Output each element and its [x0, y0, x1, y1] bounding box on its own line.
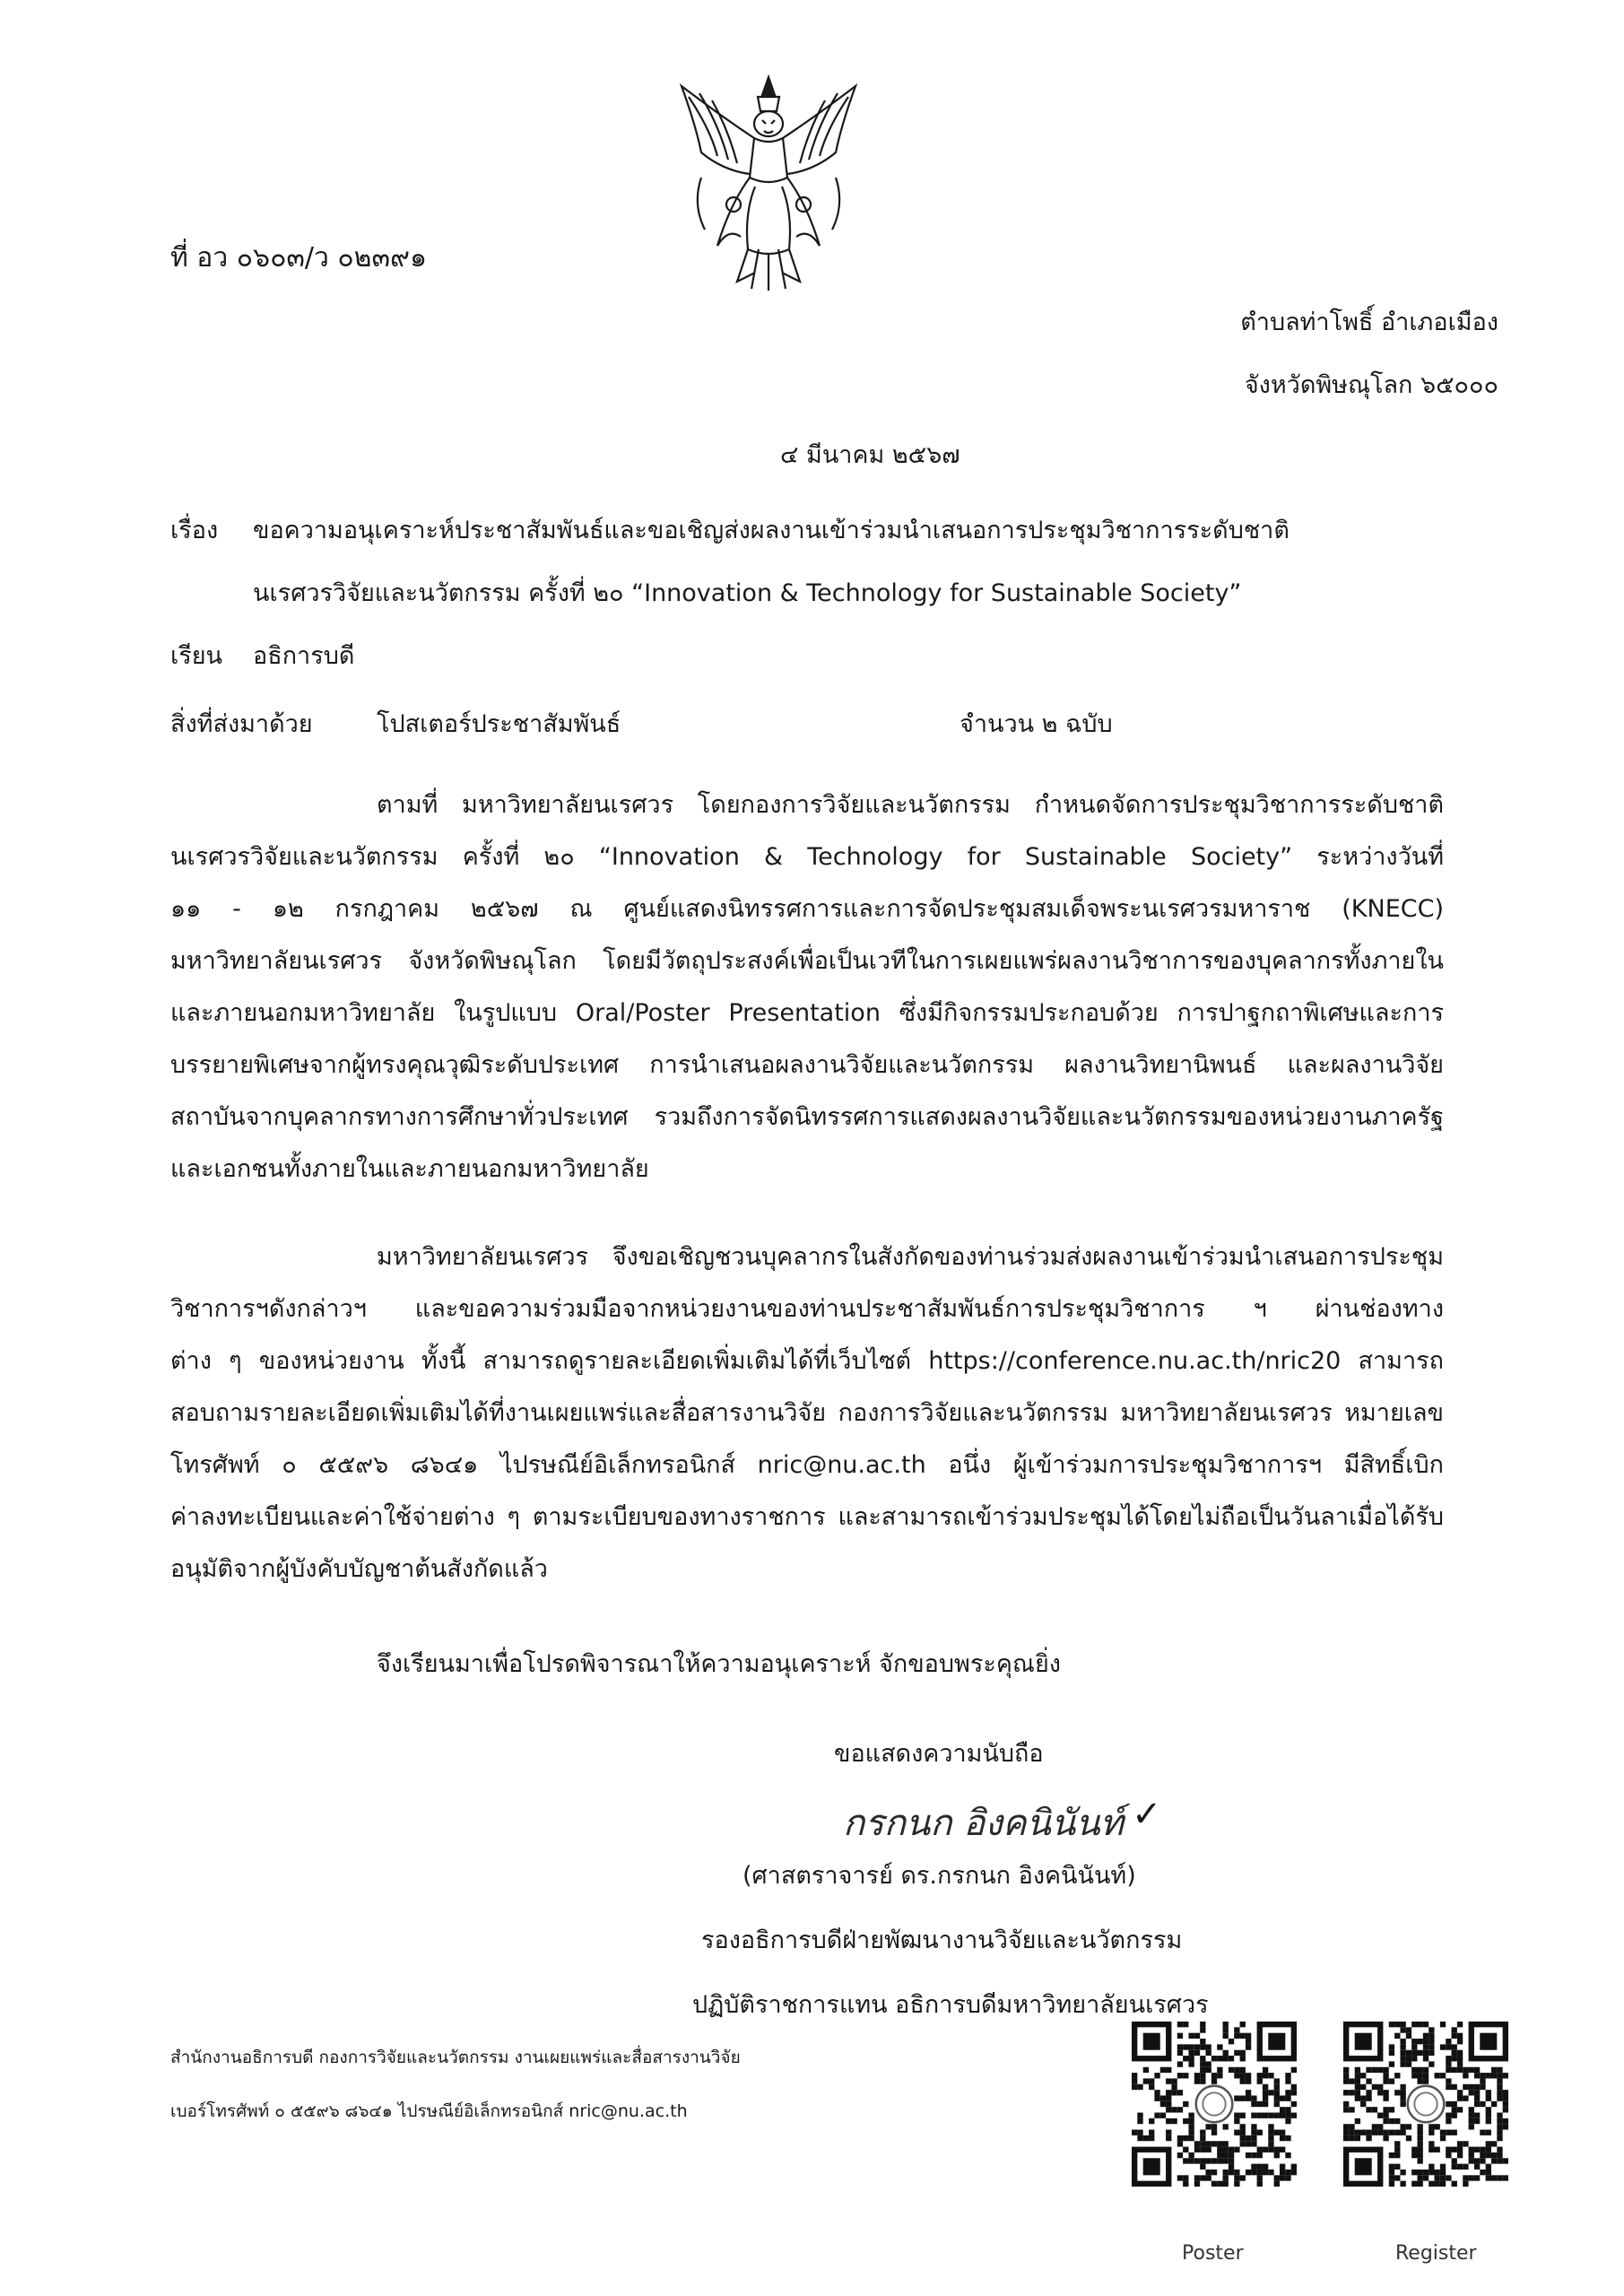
paragraph-1-line: มหาวิทยาลัยนเรศวร จังหวัดพิษณุโลก โดยมีวัตถุประสงค์เพื่อเป็นเวทีในการเผยแพร่ผลงานวิชาการของบุคลากรทั้งภายใน [170, 947, 1444, 975]
paragraph-1-line: ตามที่ มหาวิทยาลัยนเรศวร โดยกองการวิจัยและนวัตกรรม กำหนดจัดการประชุมวิชาการระดับชาติ [377, 791, 1444, 819]
enclosure-quantity: จำนวน ๒ ฉบับ [960, 710, 1113, 738]
enclosure-item: โปสเตอร์ประชาสัมพันธ์ [377, 710, 621, 738]
paragraph-1-line: บรรยายพิเศษจากผู้ทรงคุณวุฒิระดับประเทศ การนำเสนอผลงานวิจัยและนวัตกรรม ผลงานวิทยานิพนธ์ และผลงานวิจัย [170, 1051, 1444, 1079]
paragraph-2-line: สอบถามรายละเอียดเพิ่มเติมได้ที่งานเผยแพร่และสื่อสารงานวิจัย กองการวิจัยและนวัตกรรม มหาวิทยาลัยนเรศวร หมายเลข [170, 1399, 1444, 1427]
footer-office: สำนักงานอธิการบดี กองการวิจัยและนวัตกรรม งานเผยแพร่และสื่อสารงานวิจัย [170, 2048, 741, 2067]
letter-date: ๔ มีนาคม ๒๕๖๗ [780, 441, 960, 469]
handwritten-signature: กรกนก อิงคนินันท์ [843, 1803, 1124, 1844]
paragraph-1-line: สถาบันจากบุคลากรทางการศึกษาทั่วประเทศ รวมถึงการจัดนิทรรศการแสดงผลงานวิจัยและนวัตกรรมของหน่วยงานภาครัฐ [170, 1103, 1444, 1131]
paragraph-1-line: นเรศวรวิจัยและนวัตกรรม ครั้งที่ ๒๐ “Innovation & Technology for Sustainable Society” ระหว่างวันที่ [170, 843, 1444, 871]
paragraph-1-line: และภายนอกมหาวิทยาลัย ในรูปแบบ Oral/Poster Presentation ซึ่งมีกิจกรรมประกอบด้วย การปาฐกถาพิเศษและการ [170, 999, 1444, 1027]
address-line-2: จังหวัดพิษณุโลก ๖๕๐๐๐ [1244, 371, 1498, 399]
addressee-label: เรียน [170, 642, 223, 670]
poster-qr-label: Poster [1182, 2242, 1244, 2265]
subject-label: เรื่อง [170, 517, 219, 544]
paragraph-2-line: มหาวิทยาลัยนเรศวร จึงขอเชิญชวนบุคลากรในสังกัดของท่านร่วมส่งผลงานเข้าร่วมนำเสนอการประชุม [377, 1243, 1444, 1271]
closing-request: จึงเรียนมาเพื่อโปรดพิจารณาให้ความอนุเคราะห์ จักขอบพระคุณยิ่ง [377, 1650, 1061, 1678]
subject-line-1: ขอความอนุเคราะห์ประชาสัมพันธ์และขอเชิญส่งผลงานเข้าร่วมนำเสนอการประชุมวิชาการระดับชาติ [253, 517, 1290, 544]
footer-contact: เบอร์โทรศัพท์ ๐ ๕๕๙๖ ๘๖๔๑ ไปรษณีย์อิเล็กทรอนิกส์ nric@nu.ac.th [170, 2101, 688, 2121]
register-qr-label: Register [1395, 2242, 1477, 2265]
closing-salutation: ขอแสดงความนับถือ [834, 1740, 1044, 1768]
register-qr-code[interactable] [1343, 2022, 1508, 2187]
addressee-value: อธิการบดี [253, 642, 355, 670]
signatory-position-1: รองอธิการบดีฝ่ายพัฒนางานวิจัยและนวัตกรรม [701, 1926, 1183, 1954]
subject-line-2: นเรศวรวิจัยและนวัตกรรม ครั้งที่ ๒๐ “Innovation & Technology for Sustainable Society” [253, 579, 1242, 607]
paragraph-2-line: วิชาการฯดังกล่าวฯ และขอความร่วมมือจากหน่วยงานของท่านประชาสัมพันธ์การประชุมวิชาการ ฯ ผ่านช่องทาง [170, 1295, 1444, 1323]
reference-number: ที่ อว ๐๖๐๓/ว ๐๒๓๙๑ [170, 242, 427, 274]
signatory-name: (ศาสตราจารย์ ดร.กรกนก อิงคนินันท์) [743, 1862, 1136, 1890]
address-line-1: ตำบลท่าโพธิ์ อำเภอเมือง [1240, 309, 1498, 336]
signatory-position-2: ปฏิบัติราชการแทน อธิการบดีมหาวิทยาลัยนเรศวร [692, 1991, 1209, 2019]
paragraph-2-line: ต่าง ๆ ของหน่วยงาน ทั้งนี้ สามารถดูรายละเอียดเพิ่มเติมได้ที่เว็บไซต์ https://conference.nu.ac.th/nric20 สามารถ [170, 1347, 1444, 1375]
garuda-emblem-icon [665, 70, 872, 294]
enclosure-label: สิ่งที่ส่งมาด้วย [170, 710, 313, 738]
poster-qr-code[interactable] [1132, 2022, 1297, 2187]
paragraph-1-line: และเอกชนทั้งภายในและภายนอกมหาวิทยาลัย [170, 1155, 649, 1183]
checkmark-icon: ✓ [1132, 1794, 1162, 1835]
paragraph-1-line: ๑๑ - ๑๒ กรกฎาคม ๒๕๖๗ ณ ศูนย์แสดงนิทรรศการและการจัดประชุมสมเด็จพระนเรศวรมหาราช (KNECC) [170, 895, 1444, 923]
paragraph-2-line: โทรศัพท์ ๐ ๕๕๙๖ ๘๖๔๑ ไปรษณีย์อิเล็กทรอนิกส์ nric@nu.ac.th อนึ่ง ผู้เข้าร่วมการประชุมวิชาการฯ มีสิทธิ์เบิก [170, 1451, 1444, 1479]
paragraph-2-line: ค่าลงทะเบียนและค่าใช้จ่ายต่าง ๆ ตามระเบียบของทางราชการ และสามารถเข้าร่วมประชุมได้โดยไม่ถือเป็นวันลาเมื่อได้รับ [170, 1503, 1444, 1531]
paragraph-2-line: อนุมัติจากผู้บังคับบัญชาต้นสังกัดแล้ว [170, 1555, 548, 1583]
